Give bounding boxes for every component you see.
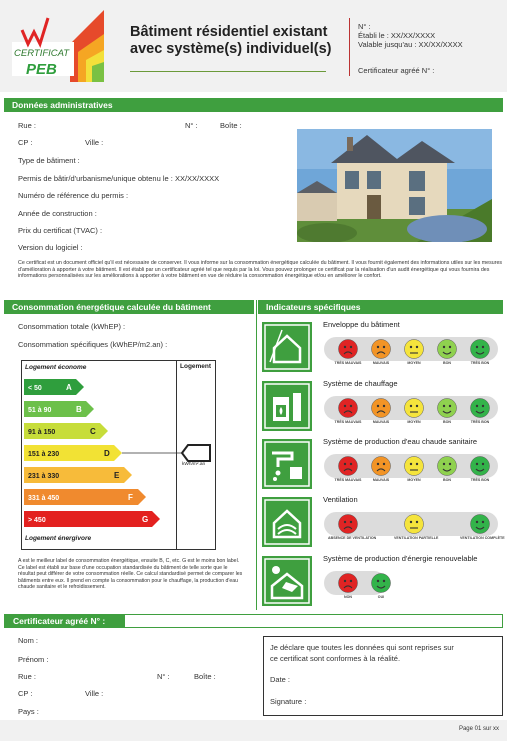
rating-label: NON <box>344 595 352 599</box>
declaration-line-1: Je déclare que toutes les données qui sont reprises sur <box>270 643 454 652</box>
software-version-label: Version du logiciel : <box>18 243 83 252</box>
certificate-number-label: N° : <box>358 22 371 31</box>
energy-bar-range: < 50 <box>28 385 42 392</box>
energy-bar-letter: D <box>104 449 110 458</box>
energy-bar-letter: A <box>66 383 72 392</box>
energy-bar-range: 331 à 450 <box>28 495 60 502</box>
specific-consumption-label: Consommation spécifiques (kWhEP/m2.an) : <box>18 340 168 349</box>
rating-face-icon <box>404 456 424 476</box>
rating-label: MAUVAIS <box>372 420 390 424</box>
certifier-box-label: Boîte : <box>194 672 216 681</box>
scale-bottom-label: Logement énergivore <box>25 535 92 542</box>
rating-face-icon <box>371 398 391 418</box>
logo-text-certificat: CERTIFICAT <box>14 48 70 59</box>
page-number: Page 01 sur xx <box>458 726 499 732</box>
rating-label: TRÈS MAUVAIS <box>334 478 362 482</box>
rating-label: BON <box>443 420 451 424</box>
rating-face-icon <box>437 398 457 418</box>
energy-bars <box>22 361 217 551</box>
energy-bar-range: 91 à 150 <box>28 429 56 436</box>
scale-unit-label: kWh/m².an <box>182 462 206 467</box>
certifier-number-label-2: N° : <box>157 672 170 681</box>
certifier-heading: Certificateur agréé N° : <box>5 615 125 627</box>
rating-face-icon <box>404 339 424 359</box>
rating-face-icon <box>338 398 358 418</box>
certifier-section-header <box>4 614 503 628</box>
energy-bar-range: 231 à 330 <box>28 473 60 480</box>
admin-info-paragraph: Ce certificat est un document officiel qu'il est nécessaire de conserver. Il vous informe sur la consommation énergétique calculée du bâtiment. Il vous fournit également des informations utiles sur les mesures d'amélioration à apporter à votre bâtiment. Il est établi par un certificateur agréé tel que requis par la loi. Vous pouvez prolonger ce certificat par la réalisation d'un audit énergétique qui vous fournira des informations personnalisées sur les améliorations à apporter à votre bâtiment en vue de réduire la consommation énergétique et/ou en améliorer le confort. <box>18 260 503 280</box>
box-label: Boîte : <box>220 121 242 130</box>
indicator-title: Système de production d'énergie renouvelable <box>323 554 478 563</box>
rating-face-icon <box>470 514 490 534</box>
total-consumption-label: Consommation totale (kWhEP) : <box>18 322 126 331</box>
construction-year-label: Année de construction : <box>18 209 97 218</box>
number-label: N° : <box>185 121 198 130</box>
valid-until-label: Valable jusqu'au : XX/XX/XXXX <box>358 40 463 49</box>
label-explanation: A est le meilleur label de consommation énergétique, ensuite B, C, etc. G est le moins bon label. Ce label est établi sur base d'une occupation standardisée du bâtiment de telle sorte que le résultat peut différer de votre consommation réelle. Ce calcul standardisé permet de comparer les bâtiments entre eux. Il prend en compte la consommation pour le chauffage, la production d'eau chaude sanitaire et le refroidissement. <box>18 558 243 590</box>
energy-bar-range: > 450 <box>28 517 46 524</box>
rating-face-icon <box>338 456 358 476</box>
scale-column-label: Logement <box>180 363 212 370</box>
rating-face-icon <box>437 339 457 359</box>
certifier-postcode-label: CP : <box>18 689 33 698</box>
rating-face-icon <box>470 398 490 418</box>
document-title <box>130 24 340 58</box>
building-envelope-icon <box>262 322 312 372</box>
admin-section-header: Données administratives <box>4 98 503 112</box>
title-underline <box>130 71 326 72</box>
postcode-label: CP : <box>18 138 33 147</box>
heating-system-icon <box>262 381 312 431</box>
rating-face-icon <box>470 339 490 359</box>
rating-label: TRÈS MAUVAIS <box>334 361 362 365</box>
date-label: Date : <box>270 675 291 684</box>
header <box>0 0 507 92</box>
rating-label: TRÈS BON <box>470 361 490 365</box>
permit-label: Permis de bâtir/d'urbanisme/unique obtenu le : XX/XX/XXXX <box>18 174 220 183</box>
certifier-street-label: Rue : <box>18 672 36 681</box>
indicator-title: Enveloppe du bâtiment <box>323 320 400 329</box>
energy-label-scale <box>21 360 216 550</box>
issued-date-label: Établi le : XX/XX/XXXX <box>358 31 436 40</box>
rating-face-icon <box>404 398 424 418</box>
rating-face-icon <box>338 514 358 534</box>
rating-label: TRÈS BON <box>470 420 490 424</box>
rating-face-icon <box>371 573 391 593</box>
energy-bar-letter: G <box>142 515 149 524</box>
energy-bar-letter: E <box>114 471 120 480</box>
rating-label: OUI <box>377 595 385 599</box>
indicator-title: Ventilation <box>323 495 358 504</box>
declaration-box <box>263 636 503 716</box>
rating-label: VENTILATION PARTIELLE <box>394 536 439 540</box>
energy-bar-range: 51 à 90 <box>28 407 52 414</box>
certifier-country-label: Pays : <box>18 707 39 716</box>
rating-label: BON <box>443 478 451 482</box>
rating-label: BON <box>443 361 451 365</box>
title-line-2: avec système(s) individuel(s) <box>130 41 332 57</box>
street-label: Rue : <box>18 121 36 130</box>
rating-label: MOYEN <box>407 478 421 482</box>
indicators-section-header: Indicateurs spécifiques <box>258 300 503 314</box>
city-label: Ville : <box>85 138 104 147</box>
footer <box>0 720 507 741</box>
rating-face-icon <box>371 339 391 359</box>
rating-label: MOYEN <box>407 420 421 424</box>
section-divider <box>256 300 257 610</box>
energy-bar-letter: F <box>128 493 133 502</box>
rating-label: MOYEN <box>407 361 421 365</box>
energy-bar-letter: B <box>76 405 82 414</box>
rating-face-icon <box>437 456 457 476</box>
energy-bar-letter: C <box>90 427 96 436</box>
title-line-1: Bâtiment résidentiel existant <box>130 24 328 40</box>
rating-label: ABSENCE DE VENTILATION <box>328 536 377 540</box>
price-label: Prix du certificat (TVAC) : <box>18 226 103 235</box>
certifier-city-label: Ville : <box>85 689 104 698</box>
renewable-energy-icon <box>262 556 312 606</box>
rating-label: VENTILATION COMPLÈTE <box>460 536 505 540</box>
indicator-title: Système de production d'eau chaude sanitaire <box>323 437 478 446</box>
scale-top-label: Logement économe <box>25 364 87 371</box>
building-type-label: Type de bâtiment : <box>18 156 80 165</box>
certifier-firstname-label: Prénom : <box>18 655 49 664</box>
label-pointer-arrow <box>182 445 210 461</box>
logo-text-peb: PEB <box>26 61 57 78</box>
indicator-title: Système de chauffage <box>323 379 398 388</box>
signature-label: Signature : <box>270 697 307 706</box>
consumption-section-header: Consommation énergétique calculée du bâtiment <box>4 300 254 314</box>
energy-bar-range: 151 à 230 <box>28 451 60 458</box>
rating-label: TRÈS BON <box>470 478 490 482</box>
header-divider <box>349 18 350 76</box>
building-photo <box>297 129 492 242</box>
rating-face-icon <box>470 456 490 476</box>
rating-label: TRÈS MAUVAIS <box>334 420 362 424</box>
rating-face-icon <box>371 456 391 476</box>
declaration-line-2: ce certificat sont conformes à la réalité. <box>270 654 401 663</box>
permit-reference-label: Numéro de référence du permis : <box>18 191 129 200</box>
rating-face-icon <box>404 514 424 534</box>
certificate-info <box>358 22 463 49</box>
hot-water-icon <box>262 439 312 489</box>
rating-face-icon <box>338 339 358 359</box>
certificat-peb-logo <box>8 4 120 88</box>
certifier-name-label: Nom : <box>18 636 39 645</box>
ventilation-icon <box>262 497 312 547</box>
rating-label: MAUVAIS <box>372 361 390 365</box>
rating-face-icon <box>338 573 358 593</box>
certifier-number-label: Certificateur agréé N° : <box>358 66 435 75</box>
rating-label: MAUVAIS <box>372 478 390 482</box>
